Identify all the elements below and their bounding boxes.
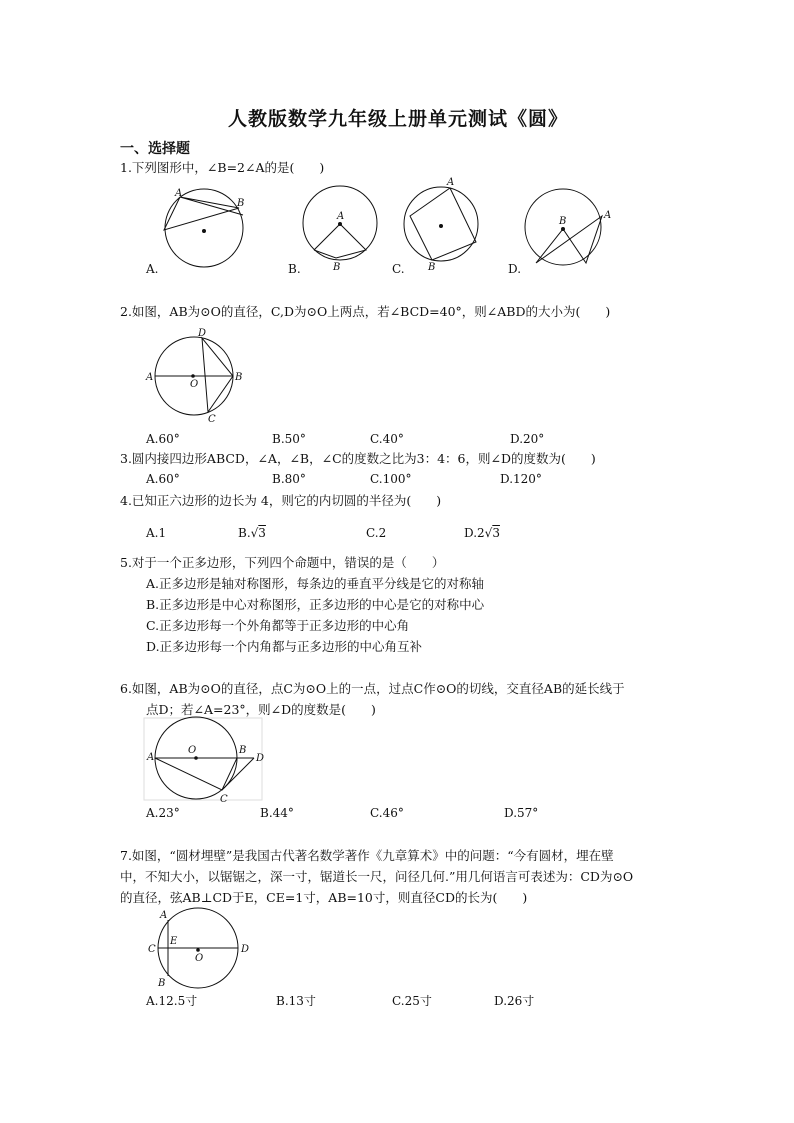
q1-figure-b <box>302 186 382 273</box>
q2-option-b: B.50° <box>272 432 306 446</box>
q7-label-e: E <box>170 936 178 947</box>
q1-option-c: C. <box>392 262 405 276</box>
q2-label-o: O <box>190 379 199 390</box>
q2-option-d: D.20° <box>510 432 545 446</box>
q1d-label-a: A <box>604 210 612 221</box>
question-2-stem: 2.如图，AB为⊙O的直径，C,D为⊙O上两点，若∠BCD=40°，则∠ABD的大小为( ) <box>120 304 611 319</box>
q1a-label-a: A <box>175 188 183 199</box>
q4-option-b-radicand: 3 <box>258 526 266 540</box>
q2-label-d: D <box>198 328 207 339</box>
q4-option-d <box>464 526 500 540</box>
question-1-stem: 1.下列图形中，∠B=2∠A的是( ) <box>120 160 325 175</box>
q7-option-c: C.25寸 <box>392 994 432 1008</box>
q6-option-a: A.23° <box>146 806 180 820</box>
question-5-stem: 5.对于一个正多边形，下列四个命题中，错误的是（ ） <box>120 555 445 570</box>
q1c-label-a: A <box>447 177 455 188</box>
q1b-lines <box>314 224 366 258</box>
q6-center-dot <box>194 756 198 760</box>
q7-label-o: O <box>195 953 204 964</box>
q1d-label-b: B <box>559 216 567 227</box>
q7-option-b: B.13寸 <box>276 994 316 1008</box>
q1-figure-c <box>404 177 484 273</box>
q7-label-a: A <box>160 910 168 921</box>
q7-option-a: A.12.5寸 <box>146 994 198 1008</box>
q1d-lines <box>536 216 602 263</box>
q1-option-b: B. <box>288 262 301 276</box>
q1a-circle <box>165 189 243 267</box>
q5-option-c: C.正多边形每一个外角都等于正多边形的中心角 <box>146 618 410 633</box>
sqrt-sign: √ <box>484 526 493 540</box>
q4-option-c: C.2 <box>366 526 387 540</box>
q1c-center-dot <box>439 224 443 228</box>
q5-option-b: B.正多边形是中心对称图形，正多边形的中心是它的对称中心 <box>146 597 485 612</box>
q6-label-b: B <box>239 745 247 756</box>
q4-option-a: A.1 <box>146 526 167 540</box>
q7-label-b: B <box>158 978 166 989</box>
q1-option-d: D. <box>508 262 522 276</box>
q7-label-c: C <box>148 944 156 955</box>
q2-option-a: A.60° <box>146 432 180 446</box>
q7-figure <box>146 908 256 994</box>
sqrt-sign: √ <box>250 526 259 540</box>
q6-lines <box>155 758 237 790</box>
q6-figure <box>144 716 274 806</box>
question-3-stem: 3.圆内接四边形ABCD，∠A，∠B，∠C的度数之比为3：4：6，则∠D的度数为( ) <box>120 451 596 466</box>
q2-chords <box>202 338 233 412</box>
q6-option-c: C.46° <box>370 806 404 820</box>
q7-label-d: D <box>241 944 250 955</box>
q5-option-a: A.正多边形是轴对称图形，每条边的垂直平分线是它的对称轴 <box>146 576 485 591</box>
q6-option-d: D.57° <box>504 806 539 820</box>
section-heading: 一、选择题 <box>120 141 190 157</box>
q1-figure-d <box>522 188 612 268</box>
q1b-label-b: B <box>333 262 341 273</box>
q3-option-d: D.120° <box>500 472 542 486</box>
q2-center-dot <box>191 374 195 378</box>
q1a-chords <box>164 197 243 230</box>
q7-option-d: D.26寸 <box>494 994 535 1008</box>
q1b-label-a: A <box>337 211 345 222</box>
question-6-stem-line2: 点D；若∠A=23°，则∠D的度数是( ) <box>146 702 376 717</box>
q5-option-d: D.正多边形每一个内角都与正多边形的中心角互补 <box>146 639 423 654</box>
q3-option-c: C.100° <box>370 472 412 486</box>
q1a-label-b: B <box>237 198 245 209</box>
q3-option-a: A.60° <box>146 472 180 486</box>
question-4-stem: 4.已知正六边形的边长为 4，则它的内切圆的半径为( ) <box>120 493 442 508</box>
q6-figure-frame <box>144 718 265 800</box>
q2-label-c: C <box>208 414 216 425</box>
q3-option-b: B.80° <box>272 472 306 486</box>
q2-figure <box>144 326 254 426</box>
q4-option-b-label: B. <box>238 526 251 540</box>
q4-option-d-radicand: 3 <box>492 526 500 540</box>
question-7-stem-line2: 中，不知大小，以锯锯之，深一寸，锯道长一尺，问径几何.”用几何语言可表述为：CD为⊙O <box>120 869 634 884</box>
question-7-stem-line1: 7.如图，“圆材埋壁”是我国古代著名数学著作《九章算术》中的问题：“今有圆材，埋在壁 <box>120 848 614 863</box>
q2-label-b: B <box>235 372 243 383</box>
q4-option-d-label: D.2 <box>464 526 485 540</box>
question-6-stem-line1: 6.如图，AB为⊙O的直径，点C为⊙O上的一点，过点C作⊙O的切线，交直径AB的延长线于 <box>120 681 625 696</box>
q6-label-o: O <box>188 745 197 756</box>
q2-label-a: A <box>146 372 154 383</box>
q2-option-c: C.40° <box>370 432 404 446</box>
q1a-center-dot <box>202 229 206 233</box>
question-7-stem-line3: 的直径，弦AB⊥CD于E，CE=1寸，AB=10寸，则直径CD的长为( ) <box>120 890 528 905</box>
q1c-quad <box>410 188 476 260</box>
q6-option-b: B.44° <box>260 806 294 820</box>
q1-figure-a <box>160 188 250 268</box>
q6-label-c: C <box>220 794 228 805</box>
q6-label-d: D <box>256 753 265 764</box>
q6-tangent-cd <box>222 758 254 790</box>
q4-option-b <box>238 526 266 540</box>
q6-label-a: A <box>147 752 155 763</box>
q7-center-dot <box>196 948 200 952</box>
page-title: 人教版数学九年级上册单元测试《圆》 <box>228 108 569 130</box>
q1c-label-b: B <box>428 262 436 273</box>
q1-option-a: A. <box>146 262 159 276</box>
